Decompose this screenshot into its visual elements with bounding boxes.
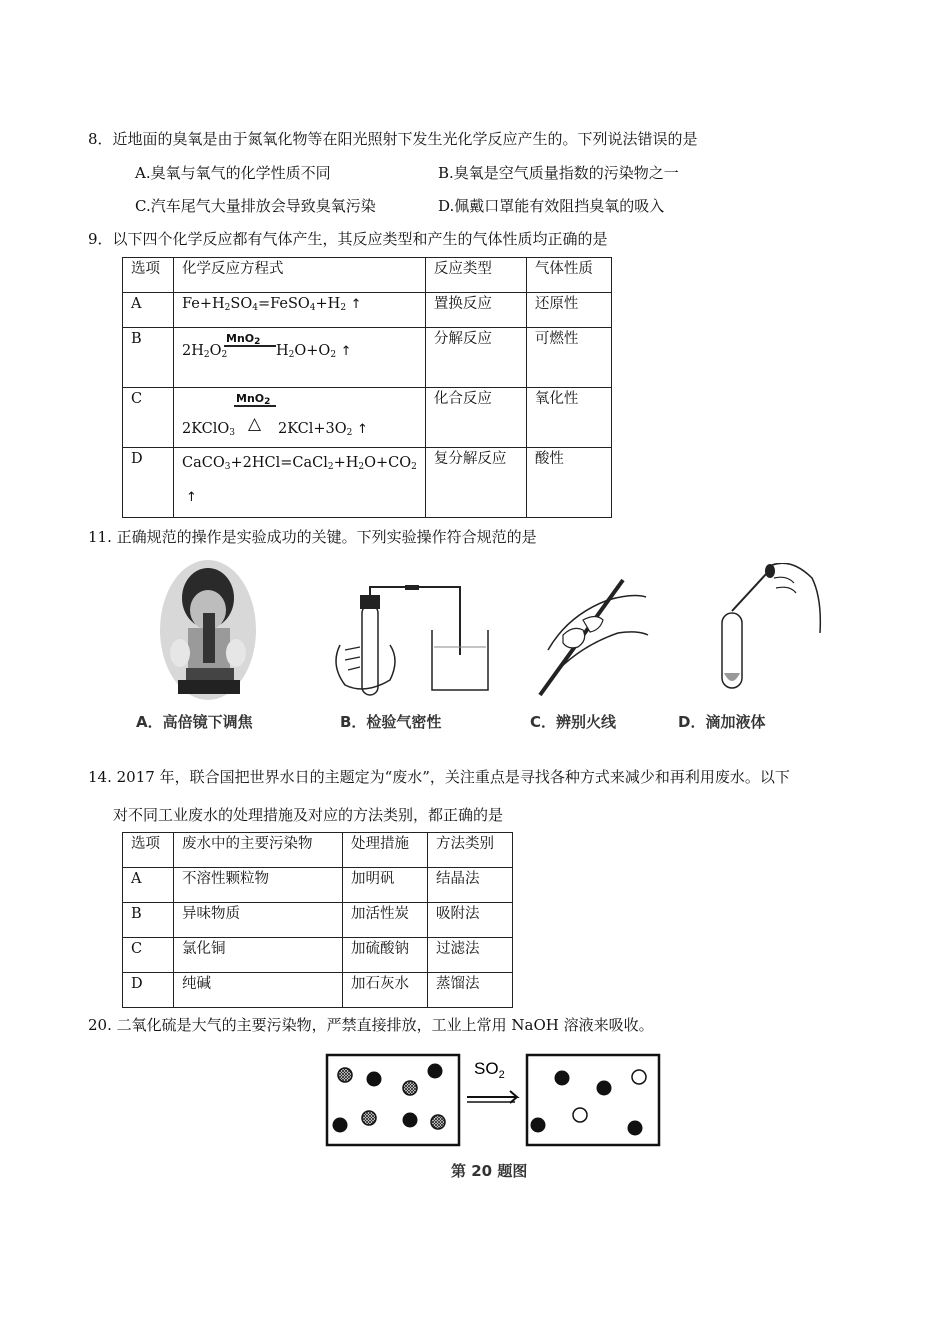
sodium-particle [367,1072,382,1087]
table-row [123,868,513,903]
q11-stem: 11. 正确规范的操作是实验成功的关键。下列实验操作符合规范的是 [88,528,537,546]
q11-caption-a: A．高倍镜下调焦 [136,713,253,731]
dropper-test-tube [712,563,827,693]
catalyst-label: MnO$_2$ [226,332,261,347]
reaction-arrow [467,1091,517,1103]
table-row [123,388,612,448]
prop-cell: 还原性 [526,293,611,328]
sodium-particle [531,1118,546,1133]
header-cell: 处理措施 [343,833,428,868]
pollutant-cell: 氯化铜 [174,938,343,973]
q11-caption-b: B．检验气密性 [340,713,442,731]
measure-cell: 加活性炭 [343,903,428,938]
table-row [123,938,513,973]
option-cell: C [123,938,174,973]
method-cell: 过滤法 [428,938,513,973]
measure-cell: 加石灰水 [343,973,428,1008]
option-cell: B [123,903,174,938]
option-cell: A [123,868,174,903]
measure-cell: 加明矾 [343,868,428,903]
sulfite-particle [431,1115,445,1129]
header-cell: 气体性质 [526,258,611,293]
option-cell: D [123,448,174,518]
sodium-particle [428,1064,443,1079]
airtightness-apparatus [320,585,495,705]
equation-c: MnO$_2$ 2KClO$_3$ △ $2KCl+3O_2$ ↑ [174,388,426,448]
table-row [123,973,513,1008]
sodium-particle [403,1113,418,1128]
q20-particle-diagram [322,1050,664,1150]
q14-stem-line1: 14. 2017 年，联合国把世界水日的主题定为“废水”，关注重点是寻找各种方式来减少和再利用废水。以下 [88,768,790,786]
q20-stem: 20. 二氧化硫是大气的主要污染物，严禁直接排放，工业上常用 NaOH 溶液来吸收。 [88,1016,654,1034]
header-cell: 化学反应方程式 [174,258,426,293]
method-cell: 结晶法 [428,868,513,903]
pollutant-cell: 异味物质 [174,903,343,938]
heat-symbol: △ [248,414,262,434]
sodium-particle [597,1081,612,1096]
sulfite-particle [362,1111,376,1125]
microscope-photo [158,558,258,703]
header-cell: 选项 [123,258,174,293]
q14-stem-line2: 对不同工业废水的处理措施及对应的方法类别，都正确的是 [113,806,504,824]
q11-caption-d: D．滴加液体 [678,713,766,731]
q8-option-a: A.臭氧与氧气的化学性质不同 [135,164,331,182]
product-particle [573,1108,587,1122]
header-cell: 废水中的主要污染物 [174,833,343,868]
test-pen-hand [528,575,653,705]
header-cell: 反应类型 [425,258,526,293]
table-row [123,328,612,388]
q8-option-c: C.汽车尾气大量排放会导致臭氧污染 [135,197,376,215]
equation-b: $2H_2O_2$ MnO$_2$ $H_2O+O_2$ ↑ [174,328,426,388]
type-cell: 分解反应 [425,328,526,388]
type-cell: 化合反应 [425,388,526,448]
table-row [123,448,612,518]
catalyst-label: MnO$_2$ [236,392,271,407]
q8-option-b: B.臭氧是空气质量指数的污染物之一 [438,164,679,182]
prop-cell: 氧化性 [526,388,611,448]
option-cell: B [123,328,174,388]
q8-option-d: D.佩戴口罩能有效阻挡臭氧的吸入 [438,197,665,215]
sodium-particle [333,1118,348,1133]
sulfite-particle [338,1068,352,1082]
pollutant-cell: 不溶性颗粒物 [174,868,343,903]
q8-stem: 8．近地面的臭氧是由于氮氧化物等在阳光照射下发生光化学反应产生的。下列说法错误的是 [88,130,698,148]
q20-caption: 第 20 题图 [451,1162,528,1180]
sodium-particle [555,1071,570,1086]
product-particle [632,1070,646,1084]
table-row [123,293,612,328]
pollutant-cell: 纯碱 [174,973,343,1008]
option-cell: D [123,973,174,1008]
measure-cell: 加硫酸钠 [343,938,428,973]
prop-cell: 可燃性 [526,328,611,388]
q9-stem: 9．以下四个化学反应都有气体产生，其反应类型和产生的气体性质均正确的是 [88,230,608,248]
header-cell: 选项 [123,833,174,868]
header-cell: 方法类别 [428,833,513,868]
table-header-row [123,258,612,293]
arrow-label: $SO_2$ [474,1059,505,1081]
equation-d: $CaCO_3+2HCl=CaCl_2+H_2O+CO_2$ ↑ [174,448,426,518]
prop-cell: 酸性 [526,448,611,518]
method-cell: 蒸馏法 [428,973,513,1008]
q11-caption-c: C．辨别火线 [530,713,617,731]
q9-table [122,257,612,518]
option-cell: A [123,293,174,328]
q14-table [122,832,513,1008]
table-header-row [123,833,513,868]
option-cell: C [123,388,174,448]
table-row [123,903,513,938]
type-cell: 复分解反应 [425,448,526,518]
type-cell: 置换反应 [425,293,526,328]
sodium-particle [628,1121,643,1136]
equation-a: $Fe+H_2SO_4=FeSO_4+H_2$ ↑ [174,293,426,328]
sulfite-particle [403,1081,417,1095]
method-cell: 吸附法 [428,903,513,938]
